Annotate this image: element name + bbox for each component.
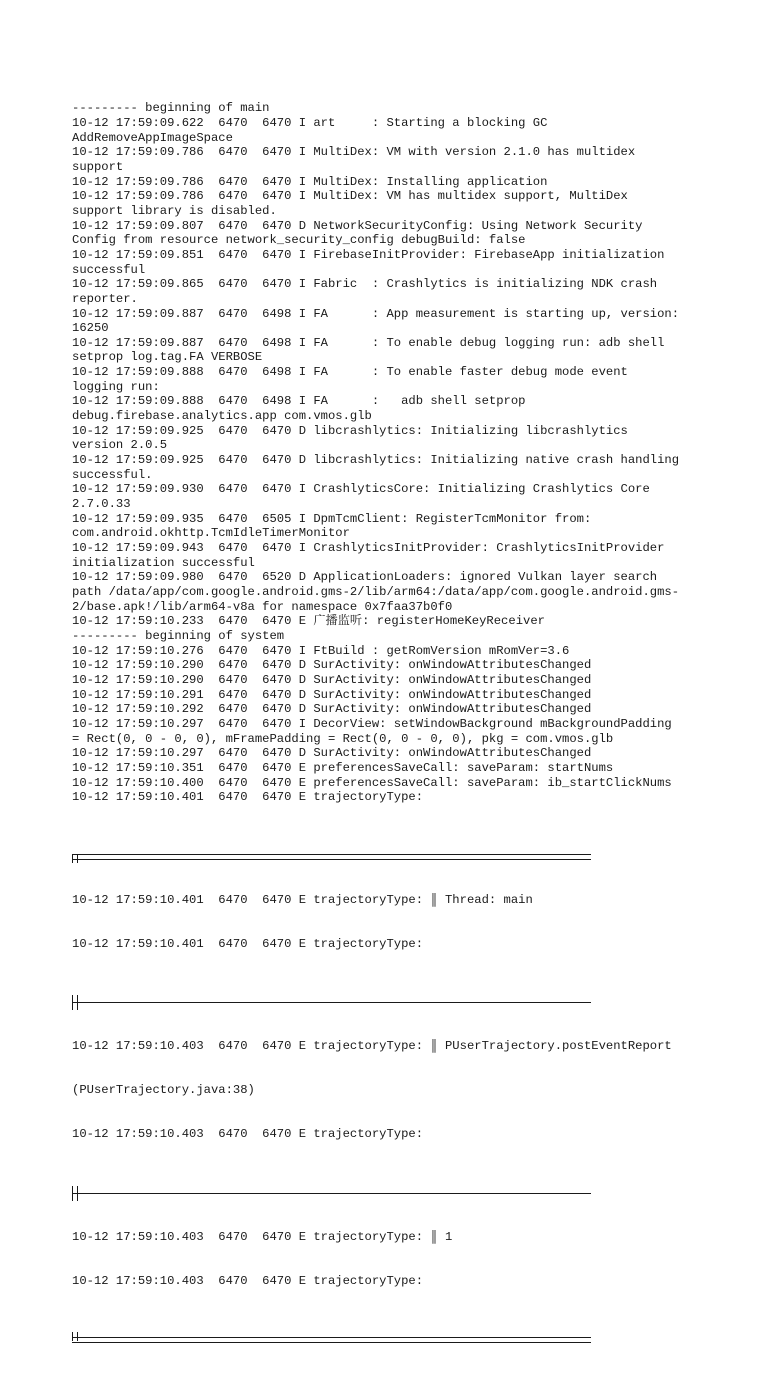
log-line: 10-12 17:59:09.622 6470 6470 I art : Starting a blocking GC (72, 115, 548, 130)
log-line: 10-12 17:59:09.865 6470 6470 I Fabric : Crashlytics is initializing NDK crash (72, 277, 658, 292)
log-line-thread: 10-12 17:59:10.401 6470 6470 E trajectoryType: ║ Thread: main (72, 892, 533, 907)
log-line: 10-12 17:59:09.935 6470 6505 I DpmTcmClient: RegisterTcmMonitor from: (72, 511, 592, 526)
log-line: 10-12 17:59:09.786 6470 6470 I MultiDex: VM has multidex support, MultiDex (72, 189, 628, 204)
box-divider (72, 995, 712, 1010)
log-line: 10-12 17:59:09.925 6470 6470 D libcrashlytics: Initializing libcrashlytics (72, 423, 628, 438)
log-line: = Rect(0, 0 - 0, 0), mFramePadding = Rect(0, 0 - 0, 0), pkg = com.vmos.glb (72, 731, 614, 746)
log-line-report-cont: (PUserTrajectory.java:38) (72, 1083, 255, 1098)
log-line: 10-12 17:59:09.930 6470 6470 I CrashlyticsCore: Initializing Crashlytics Core (72, 482, 650, 497)
log-line: 10-12 17:59:10.400 6470 6470 E preferencesSaveCall: saveParam: ib_startClickNums (72, 775, 672, 790)
log-line: 10-12 17:59:10.401 6470 6470 E trajectoryType: (72, 936, 424, 951)
log-lines (72, 101, 712, 805)
log-line: 10-12 17:59:10.351 6470 6470 E preferencesSaveCall: saveParam: startNums (72, 760, 614, 775)
log-line: 10-12 17:59:09.980 6470 6520 D ApplicationLoaders: ignored Vulkan layer search (72, 570, 658, 585)
log-line: 10-12 17:59:10.403 6470 6470 E trajectoryType: (72, 1127, 424, 1142)
log-output (72, 72, 712, 1362)
log-line: reporter. (72, 291, 138, 306)
log-line: 10-12 17:59:10.403 6470 6470 E trajectoryType: (72, 1273, 424, 1288)
log-line: 10-12 17:59:10.401 6470 6470 E trajectoryType: (72, 790, 424, 805)
box-divider (72, 1186, 712, 1201)
log-line: logging run: (72, 379, 160, 394)
log-line: support library is disabled. (72, 203, 277, 218)
log-line: 2.7.0.33 (72, 497, 131, 512)
log-line-report: 10-12 17:59:10.403 6470 6470 E trajectoryType: ║ PUserTrajectory.postEventReport (72, 1039, 672, 1054)
log-line: 10-12 17:59:09.888 6470 6498 I FA : To enable faster debug mode event (72, 365, 628, 380)
log-line: AddRemoveAppImageSpace (72, 130, 233, 145)
log-line: 10-12 17:59:10.297 6470 6470 D SurActivity: onWindowAttributesChanged (72, 746, 592, 761)
log-line: successful (72, 262, 146, 277)
log-line: --------- beginning of main (72, 101, 270, 116)
log-line: 10-12 17:59:09.786 6470 6470 I MultiDex: Installing application (72, 174, 548, 189)
log-line: 10-12 17:59:10.276 6470 6470 I FtBuild : getRomVersion mRomVer=3.6 (72, 643, 570, 658)
log-line: 10-12 17:59:10.233 6470 6470 E 广播监听: registerHomeKeyReceiver (72, 614, 545, 629)
log-line: 10-12 17:59:09.887 6470 6498 I FA : App measurement is starting up, version: (72, 306, 680, 321)
log-line: support (72, 159, 124, 174)
log-line: 10-12 17:59:09.887 6470 6498 I FA : To enable debug logging run: adb shell (72, 335, 665, 350)
log-line: 10-12 17:59:10.292 6470 6470 D SurActivity: onWindowAttributesChanged (72, 702, 592, 717)
log-line: com.android.okhttp.TcmIdleTimerMonitor (72, 526, 350, 541)
log-line: 16250 (72, 321, 109, 336)
log-line: 10-12 17:59:10.290 6470 6470 D SurActivity: onWindowAttributesChanged (72, 672, 592, 687)
log-line: --------- beginning of system (72, 628, 285, 643)
log-line: 10-12 17:59:09.851 6470 6470 I FirebaseInitProvider: FirebaseApp initialization (72, 247, 665, 262)
log-line: successful. (72, 467, 153, 482)
log-line: debug.firebase.analytics.app com.vmos.glb (72, 409, 372, 424)
log-line: 10-12 17:59:09.925 6470 6470 D libcrashlytics: Initializing native crash handling (72, 453, 680, 468)
log-line: 10-12 17:59:09.786 6470 6470 I MultiDex: VM with version 2.1.0 has multidex (72, 145, 636, 160)
log-line: 10-12 17:59:10.297 6470 6470 I DecorView: setWindowBackground mBackgroundPadding (72, 716, 672, 731)
box-bottom-border (72, 1332, 712, 1347)
log-line: initialization successful (72, 555, 255, 570)
log-line-count: 10-12 17:59:10.403 6470 6470 E trajectoryType: ║ 1 (72, 1229, 453, 1244)
log-line: 2/base.apk!/lib/arm64-v8a for namespace 0x7faa37b0f0 (72, 599, 453, 614)
log-line: setprop log.tag.FA VERBOSE (72, 350, 263, 365)
log-line: 10-12 17:59:09.888 6470 6498 I FA : adb shell setprop (72, 394, 526, 409)
log-line: 10-12 17:59:09.943 6470 6470 I CrashlyticsInitProvider: CrashlyticsInitProvider (72, 541, 665, 555)
log-line: 10-12 17:59:09.807 6470 6470 D NetworkSecurityConfig: Using Network Security (72, 218, 643, 233)
log-line: path /data/app/com.google.android.gms-2/lib/arm64:/data/app/com.google.android.gms- (72, 584, 680, 599)
box-top-border (72, 849, 712, 864)
log-line: 10-12 17:59:10.290 6470 6470 D SurActivity: onWindowAttributesChanged (72, 658, 592, 673)
log-line: version 2.0.5 (72, 438, 168, 453)
log-line: 10-12 17:59:10.291 6470 6470 D SurActivity: onWindowAttributesChanged (72, 687, 592, 702)
log-line: Config from resource network_security_config debugBuild: false (72, 233, 526, 248)
